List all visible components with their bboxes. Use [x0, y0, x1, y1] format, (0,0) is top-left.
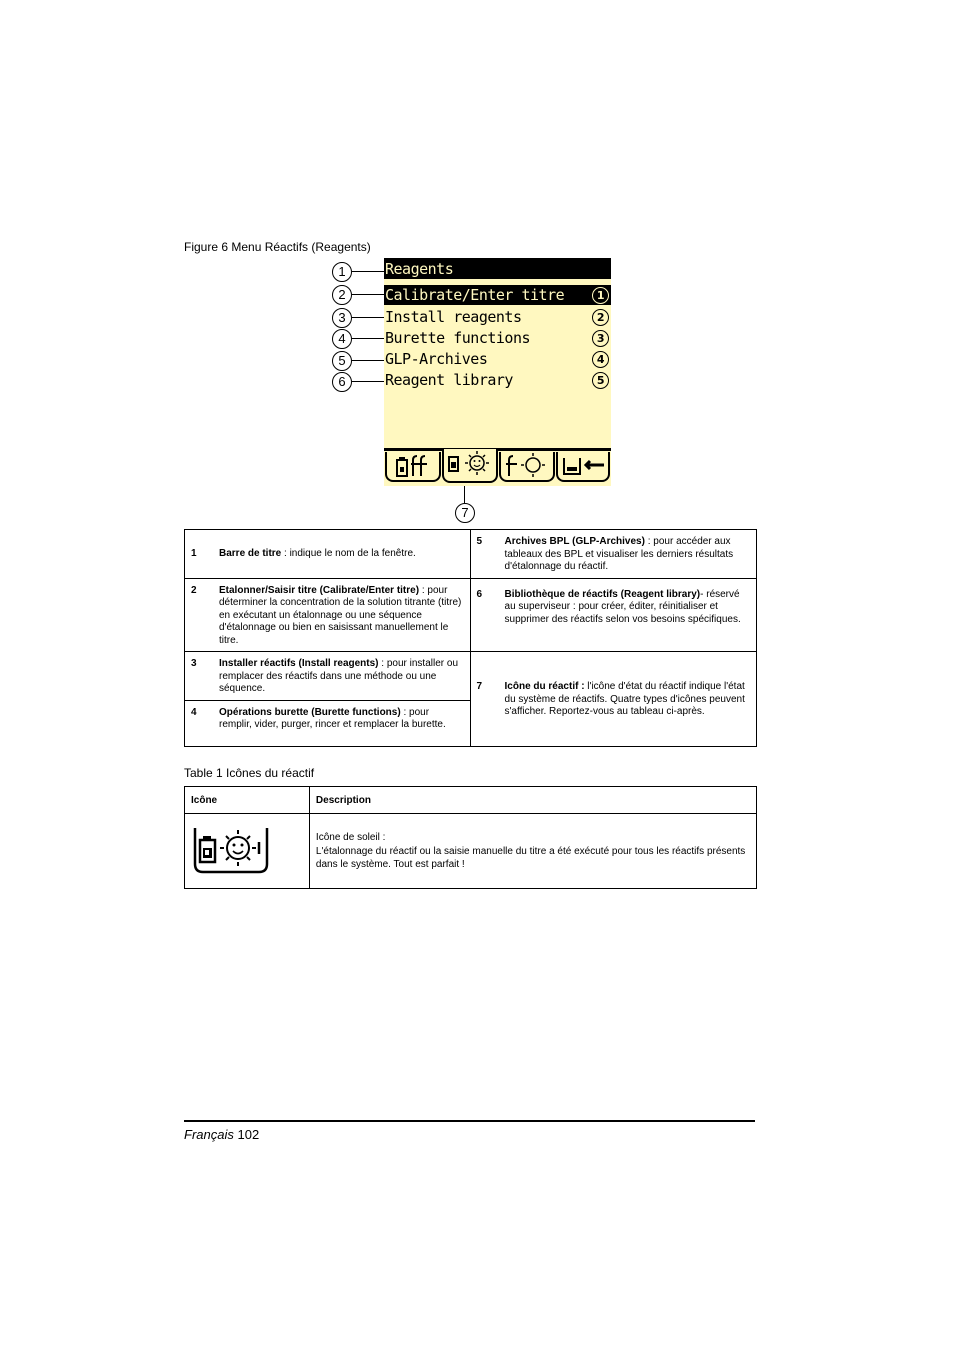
tab-burette[interactable] — [499, 452, 555, 482]
legend-cell — [185, 530, 471, 579]
bottle-burette-icon — [387, 452, 439, 478]
legend-number: 5 — [476, 536, 483, 547]
legend-cell — [185, 578, 471, 652]
legend-number: 1 — [191, 548, 197, 559]
description-cell — [309, 814, 756, 889]
legend-cell — [185, 700, 471, 746]
menu-item-number: 5 — [592, 372, 609, 389]
tab-methods[interactable] — [385, 452, 441, 482]
footer-rule — [184, 1120, 755, 1122]
legend-text: Etalonner/Saisir titre (Calibrate/Enter titre) : pour déterminer la concentration de la solution titrante (titre) en exécutant un étalonnage ou une séquence d'étalonnage ou bien en saisissant manuellement le titre. — [219, 584, 462, 646]
callout-3: 3 — [332, 308, 352, 328]
icons-table — [184, 786, 757, 889]
menu-item-glp-archives[interactable] — [384, 349, 611, 369]
legend-text: Opérations burette (Burette functions) : pour remplir, vider, purger, rincer et remplacer la burette. — [219, 706, 446, 730]
callout-1: 1 — [332, 262, 352, 282]
footer — [184, 1127, 259, 1142]
leader-line-vertical — [464, 484, 465, 503]
callout-6: 6 — [332, 372, 352, 392]
menu-item-label: GLP-Archives — [385, 350, 488, 368]
menu-item-label: Reagent library — [385, 371, 513, 389]
figure-caption: Figure 6 Menu Réactifs (Reagents) — [184, 240, 371, 254]
column-header-description: Description — [309, 787, 756, 814]
leader-line — [352, 271, 384, 272]
reagents-screen — [384, 258, 611, 486]
table-caption: Table 1 Icônes du réactif — [184, 766, 315, 780]
reagent-sun-icon — [191, 824, 271, 876]
footer-language: Français — [184, 1127, 234, 1142]
screen-title-bar: Reagents — [384, 258, 611, 279]
menu-item-number: 1 — [592, 287, 609, 304]
menu-item-calibrate[interactable] — [384, 285, 611, 305]
legend-text: Barre de titre : indique le nom de la fenêtre. — [219, 548, 416, 559]
menu-item-label: Install reagents — [385, 308, 522, 326]
burette-sun-icon — [501, 452, 553, 478]
legend-text: Archives BPL (GLP-Archives) : pour accéder aux tableaux des BPL et visualiser les derniers résultats d'étalonnage du réactif. — [504, 536, 734, 572]
page-number: 102 — [237, 1127, 260, 1142]
callout-2: 2 — [332, 285, 352, 305]
legend-text: Installer réactifs (Install reagents) : pour installer ou remplacer des réactifs dans une méthode ou une séquence. — [219, 658, 459, 694]
leader-line — [352, 360, 384, 361]
legend-cell — [470, 530, 756, 579]
legend-number: 2 — [191, 584, 197, 596]
tab-exit[interactable] — [556, 452, 610, 482]
legend-number: 7 — [476, 681, 483, 692]
legend-text: Bibliothèque de réactifs (Reagent library)- réservé au superviseur : pour créer, éditer, réinitialiser et supprimer des réactifs selon vos besoins spécifiques. — [504, 588, 741, 625]
table-row — [185, 814, 757, 889]
icon-title: Icône de soleil : — [315, 832, 386, 843]
leader-line — [352, 294, 384, 295]
legend-cell — [470, 578, 756, 652]
menu-item-install-reagents[interactable] — [384, 307, 611, 327]
column-header-icon: Icône — [185, 787, 310, 814]
icon-description: L'étalonnage du réactif ou la saisie manuelle du titre a été exécuté pour tous les réactifs présents dans le système. Tout est parfait ! — [315, 846, 746, 870]
tab-reagents[interactable] — [442, 449, 498, 483]
leader-line — [352, 381, 384, 382]
callout-4: 4 — [332, 329, 352, 349]
icon-cell — [185, 814, 310, 889]
menu-item-number: 3 — [592, 330, 609, 347]
legend-number: 4 — [191, 706, 197, 718]
menu-item-burette-functions[interactable] — [384, 328, 611, 348]
leader-line — [352, 338, 384, 339]
beaker-arrow-icon — [558, 452, 608, 478]
reagent-sun-icon — [444, 449, 496, 477]
legend-number: 3 — [191, 658, 197, 669]
legend-text: Icône du réactif : l'icône d'état du réactif indique l'état du système de réactifs. Quatre types d'icônes peuvent s'afficher. Reportez-vous au tableau ci-après. — [504, 681, 745, 717]
menu-item-number: 4 — [592, 351, 609, 368]
menu-item-label: Burette functions — [385, 329, 531, 347]
legend-cell — [470, 652, 756, 747]
legend-number: 6 — [476, 588, 483, 600]
callout-5: 5 — [332, 351, 352, 371]
menu-item-reagent-library[interactable] — [384, 370, 611, 390]
leader-line — [352, 317, 384, 318]
legend-table — [184, 529, 757, 747]
menu-item-number: 2 — [592, 309, 609, 326]
callout-7: 7 — [455, 503, 475, 523]
legend-cell — [185, 652, 471, 701]
menu-item-label: Calibrate/Enter titre — [385, 286, 565, 304]
